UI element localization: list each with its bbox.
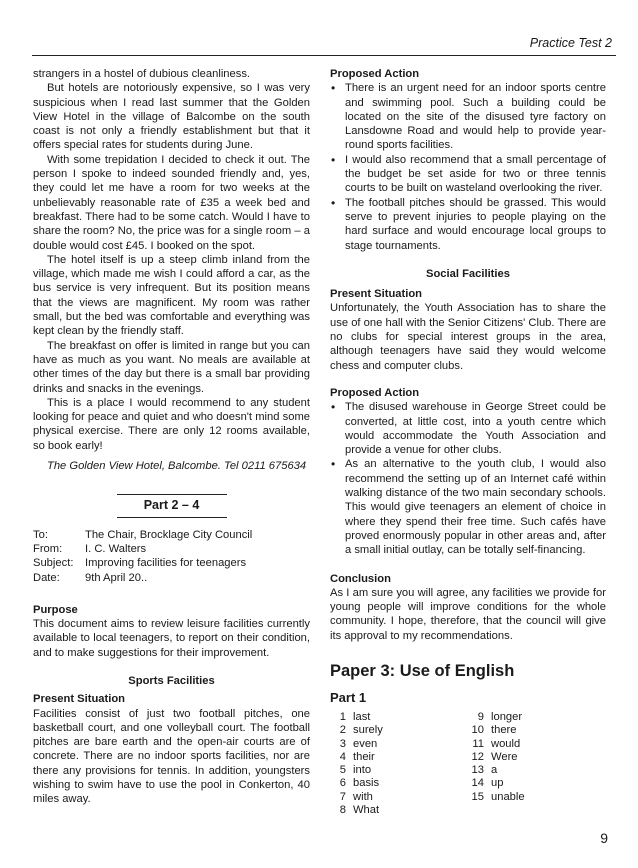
present-situation-text: Facilities consist of just two football pitches, one basketball court, and one volleyball court. The football pitches are bare earth and the open-air courts are of concrete. There are no indoor sports facilities, nor are there any provisions for tennis. In addition, youngsters wishing to swim have to use the pool in Conkerton, 40 miles away.: [33, 707, 310, 806]
memo-to-value: The Chair, Brocklage City Council: [85, 528, 253, 541]
purpose-heading: Purpose: [33, 603, 78, 616]
paragraph: strangers in a hostel of dubious cleanliness.: [33, 68, 251, 80]
answer-word: longer: [491, 711, 523, 724]
answer-column-left: [330, 711, 468, 817]
list-item: • There is an urgent need for an indoor sports centre and swimming pool. Such a building could be located on the site of the disused tyre factory on Lansdowne Road and would help to provide year-round sports facilities.: [330, 81, 606, 152]
answer-column-right: [468, 711, 606, 817]
sports-heading: Sports Facilities: [128, 674, 215, 687]
answer-row: [330, 711, 468, 724]
conclusion-heading: Conclusion: [330, 572, 391, 585]
memo-header: [33, 528, 310, 585]
right-column: [330, 67, 606, 817]
answer-row: [330, 738, 468, 751]
answer-number: 6: [339, 777, 346, 790]
purpose-text: This document aims to review leisure facilities currently available to local teenagers, to report on their condition, and to make suggestions for their improvement.: [33, 618, 310, 659]
proposed-action-heading: Proposed Action: [330, 386, 420, 399]
answer-row: [330, 764, 468, 777]
answer-word: their: [353, 750, 375, 763]
answer-number: 12: [471, 750, 484, 763]
social-heading: Social Facilities: [426, 267, 510, 280]
answer-word: up: [491, 777, 504, 790]
answer-row: [330, 804, 468, 817]
answer-word: What: [353, 803, 380, 816]
answer-row: [330, 791, 468, 804]
answer-row: [468, 764, 606, 777]
answer-row: [468, 724, 606, 737]
memo-subject-value: Improving facilities for teenagers: [85, 557, 247, 570]
answer-word: basis: [353, 777, 380, 790]
answer-row: [330, 724, 468, 737]
list-item: • The disused warehouse in George Street could be converted, at little cost, into a youth centre which would accommodate the Youth Association and provide a venue for other clubs.: [330, 400, 606, 457]
proposed-action-list: [330, 400, 606, 557]
proposed-action-heading: Proposed Action: [330, 68, 420, 80]
answer-word: would: [491, 737, 521, 750]
answer-number: 7: [339, 790, 346, 803]
list-item: • I would also recommend that a small percentage of the budget be set aside for two or three tennis courts to be built on wasteland overlooking the river.: [330, 153, 606, 196]
page-number: 9: [600, 829, 608, 846]
answer-row: [468, 751, 606, 764]
answer-word: with: [353, 790, 373, 803]
answer-number: 3: [339, 737, 346, 750]
answer-word: there: [491, 724, 517, 737]
answer-row: [330, 777, 468, 790]
answer-number: 5: [339, 764, 346, 777]
list-item: • As an alternative to the youth club, I would also recommend the setting up of an Internet café within walking distance of the two main secondary schools. This would give teenagers an element of choice in where they spend their free time. Such cafés have proved enormously popular in other areas and, after a small initial outlay, can be totally self-financing.: [330, 457, 606, 557]
answer-number: 2: [339, 724, 346, 737]
answer-number: 1: [339, 711, 346, 724]
answer-row: [468, 711, 606, 724]
answer-row: [330, 751, 468, 764]
answer-number: 4: [339, 750, 346, 763]
paragraph: The hotel itself is up a steep climb inland from the village, which made me wish I could afford a car, as the bus service is very infrequent. But its position means that the views are magnificent. My room was rather small, but the bed was comfortable and everything was kept clean by the friendly staff.: [33, 253, 310, 338]
paper-title: Paper 3: Use of English: [330, 661, 515, 680]
answer-word: unable: [491, 790, 525, 803]
answer-word: into: [353, 764, 372, 777]
paragraph: But hotels are notoriously expensive, so I was very suspicious when I read last summer that the Golden View Hotel in the village of Balcombe on the south coast is not only a friendly establishment but that it offers special rates for students during June.: [33, 82, 310, 152]
proposed-action-list: [330, 81, 606, 253]
answer-word: even: [353, 737, 378, 750]
present-situation-heading: Present Situation: [33, 693, 126, 706]
answer-word: Were: [491, 750, 518, 763]
memo-to-label: To:: [33, 528, 48, 541]
part-title: Part 1: [330, 689, 367, 705]
answer-word: last: [353, 711, 371, 724]
answer-number: 13: [471, 764, 484, 777]
left-column: [33, 67, 310, 807]
answer-number: 10: [471, 724, 484, 737]
answer-row: [468, 777, 606, 790]
paragraph: With some trepidation I decided to check it out. The person I spoke to indeed sounded friendly and, yes, they could let me have a room for two weeks at the unbelievably reasonable rate of £35 a week bed and breakfast. There had to be some catch. Would I have to share the room? No, the price was for a single room – a double would cost £45. I booked on the spot.: [33, 153, 310, 252]
hotel-signature: The Golden View Hotel, Balcombe. Tel 0211 675634: [47, 460, 307, 473]
answer-row: [468, 791, 606, 804]
memo-subject-label: Subject:: [33, 557, 74, 570]
answer-number: 11: [472, 737, 484, 750]
present-situation-text: Unfortunately, the Youth Association has to share the use of one hall with the Senior Citizens' Club. There are no clubs for special interest groups in the area, although teenagers have said they would welcome chess and computer clubs.: [330, 302, 606, 372]
answer-word: a: [491, 764, 498, 777]
answer-row: [468, 738, 606, 751]
conclusion-text: As I am sure you will agree, any facilities we provide for young people will improve conditions for the whole community. I hope, therefore, that the council will give its approval to my recommendations.: [330, 586, 606, 642]
header-rule: [32, 55, 616, 56]
present-situation-heading: Present Situation: [330, 288, 423, 301]
answer-number: 15: [471, 790, 484, 803]
part-label: Part 2 – 4: [117, 494, 227, 517]
answer-number: 8: [339, 803, 346, 816]
memo-from-label: From:: [33, 542, 63, 555]
memo-from-value: I. C. Walters: [85, 542, 147, 555]
running-header: Practice Test 2: [529, 36, 612, 50]
answer-number: 9: [477, 711, 484, 724]
list-item: • The football pitches should be grassed. This would serve to prevent injuries to people playing on the hard surface and would encourage local groups to stage tournaments.: [330, 196, 606, 253]
memo-date-label: Date:: [33, 571, 60, 584]
answer-key: [330, 711, 606, 817]
answer-word: surely: [353, 724, 383, 737]
paragraph: The breakfast on offer is limited in range but you can have as much as you want. No meals are available at other times of the day but there is a small bar providing drinks and snacks in the evenings.: [33, 339, 310, 395]
answer-number: 14: [471, 777, 484, 790]
paragraph: This is a place I would recommend to any student looking for peace and quiet and who doesn't mind some physical exercise. There are only 12 rooms available, so book early!: [33, 396, 310, 452]
memo-date-value: 9th April 20..: [85, 571, 148, 584]
